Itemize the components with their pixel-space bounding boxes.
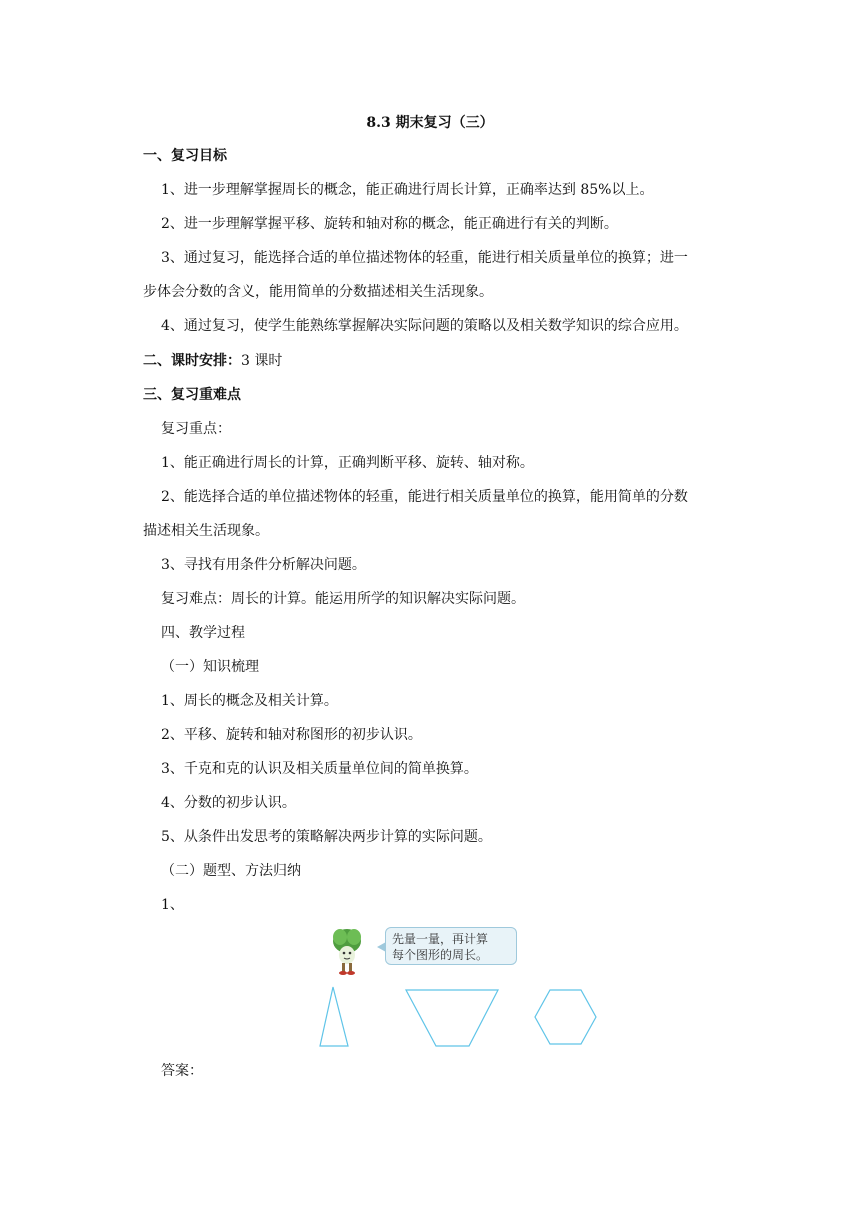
knowledge-item: 1、周长的概念及相关计算。 — [161, 693, 338, 709]
section-heading-key-points: 三、复习重难点 — [143, 387, 241, 403]
key-point-item: 2、能选择合适的单位描述物体的轻重，能进行相关质量单位的换算，能用简单的分数 — [161, 489, 688, 505]
subheading-knowledge: （一）知识梳理 — [161, 659, 259, 675]
bubble-line-2: 每个图形的周长。 — [392, 948, 489, 962]
key-point-continuation: 描述相关生活现象。 — [143, 523, 269, 539]
answer-label: 答案： — [161, 1063, 203, 1079]
goal-item: 2、进一步理解掌握平移、旋转和轴对称的概念，能正确进行有关的判断。 — [161, 216, 618, 232]
knowledge-item: 5、从条件出发思考的策略解决两步计算的实际问题。 — [161, 829, 492, 845]
knowledge-item: 4、分数的初步认识。 — [161, 795, 296, 811]
goal-item: 3、通过复习，能选择合适的单位描述物体的轻重，能进行相关质量单位的换算；进一 — [161, 250, 688, 266]
question-number: 1、 — [161, 897, 184, 913]
section-heading-process: 四、教学过程 — [161, 625, 245, 641]
goal-item-continuation: 步体会分数的含义，能用简单的分数描述相关生活现象。 — [143, 284, 493, 300]
goal-item: 1、进一步理解掌握周长的概念，能正确进行周长计算，正确率达到 85%以上。 — [161, 182, 654, 198]
triangle-shape — [320, 987, 348, 1046]
shapes-canvas — [300, 920, 610, 1055]
subheading-question-types: （二）题型、方法归纳 — [161, 863, 301, 879]
bubble-line-1: 先量一量，再计算 — [392, 932, 489, 946]
key-points-label: 复习重点： — [161, 421, 231, 437]
section-heading-schedule — [143, 351, 743, 371]
schedule-value: 3 课时 — [241, 353, 283, 369]
goal-item: 4、通过复习，使学生能熟练掌握解决实际问题的策略以及相关数学知识的综合应用。 — [161, 318, 688, 334]
hexagon-shape — [535, 990, 596, 1044]
perimeter-figure — [300, 920, 610, 1055]
knowledge-item: 2、平移、旋转和轴对称图形的初步认识。 — [161, 727, 422, 743]
page-title: 8.3 期末复习（三） — [366, 115, 494, 131]
knowledge-item: 3、千克和克的认识及相关质量单位间的简单换算。 — [161, 761, 478, 777]
trapezoid-shape — [406, 990, 498, 1046]
key-point-item: 3、寻找有用条件分析解决问题。 — [161, 557, 366, 573]
difficulty-text: 复习难点：周长的计算。能运用所学的知识解决实际问题。 — [161, 591, 525, 607]
section-heading-goals: 一、复习目标 — [143, 148, 227, 164]
schedule-label: 二、课时安排： — [143, 353, 241, 369]
key-point-item: 1、能正确进行周长的计算，正确判断平移、旋转、轴对称。 — [161, 455, 534, 471]
